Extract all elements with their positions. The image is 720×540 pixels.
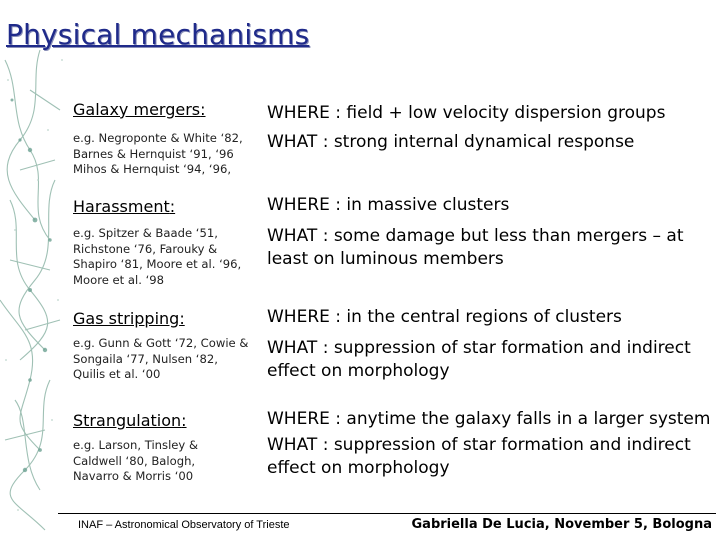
mechanism-label-galaxy-mergers — [73, 100, 206, 119]
what-text: WHAT : suppression of star formation and indirect effect on morphology — [267, 435, 691, 478]
mechanism-refs-harassment: e.g. Spitzer & Baade ‘51, Richstone ‘76, Farouky & Shapiro ‘81, Moore et al. ‘96, Moore et al. ‘98 — [73, 226, 242, 287]
footer-institution: INAF – Astronomical Observatory of Trieste — [78, 519, 290, 531]
mechanism-label-strangulation — [73, 411, 187, 430]
label-text: Galaxy mergers — [73, 100, 201, 119]
what-text: WHAT : strong internal dynamical response — [267, 132, 635, 152]
mechanism-refs-strangulation: e.g. Larson, Tinsley & Caldwell ‘80, Balogh, Navarro & Morris ‘00 — [73, 438, 199, 483]
what-text: WHAT : some damage but less than mergers – at least on luminous members — [267, 226, 684, 269]
what-text: WHAT : suppression of star formation and indirect effect on morphology — [267, 338, 691, 381]
where-text: WHERE : in the central regions of clusters — [267, 307, 622, 327]
label-colon: : — [179, 309, 185, 328]
label-colon: : — [200, 100, 206, 119]
where-text: WHERE : in massive clusters — [267, 195, 510, 215]
mechanism-desc-galaxy-mergers — [267, 102, 717, 154]
label-text: Strangulation — [73, 411, 182, 430]
footer-author-date: Gabriella De Lucia, November 5, Bologna — [411, 517, 712, 532]
mechanism-refs-gas-stripping: e.g. Gunn & Gott ‘72, Cowie & Songaila ‘77, Nulsen ‘82, Quilis et al. ‘00 — [73, 336, 249, 381]
mechanism-desc-gas-stripping — [267, 306, 717, 383]
mechanism-desc-harassment — [267, 194, 717, 271]
mechanism-desc-strangulation — [267, 408, 717, 480]
label-colon: : — [181, 411, 187, 430]
mechanism-label-gas-stripping — [73, 309, 185, 328]
mechanism-refs-galaxy-mergers: e.g. Negroponte & White ‘82, Barnes & Hernquist ‘91, ‘96 Mihos & Hernquist ‘94, ‘96, — [73, 131, 243, 176]
label-text: Gas stripping — [73, 309, 180, 328]
where-text: WHERE : field + low velocity dispersion groups — [267, 103, 666, 123]
label-text: Harassment — [73, 197, 170, 216]
cosmic-web-background — [0, 0, 70, 540]
label-colon: : — [169, 197, 176, 216]
where-text: WHERE : anytime the galaxy falls in a larger system — [267, 409, 711, 429]
footer-divider — [58, 513, 716, 514]
mechanism-label-harassment — [73, 197, 175, 216]
slide-title: Physical mechanisms — [6, 18, 310, 51]
